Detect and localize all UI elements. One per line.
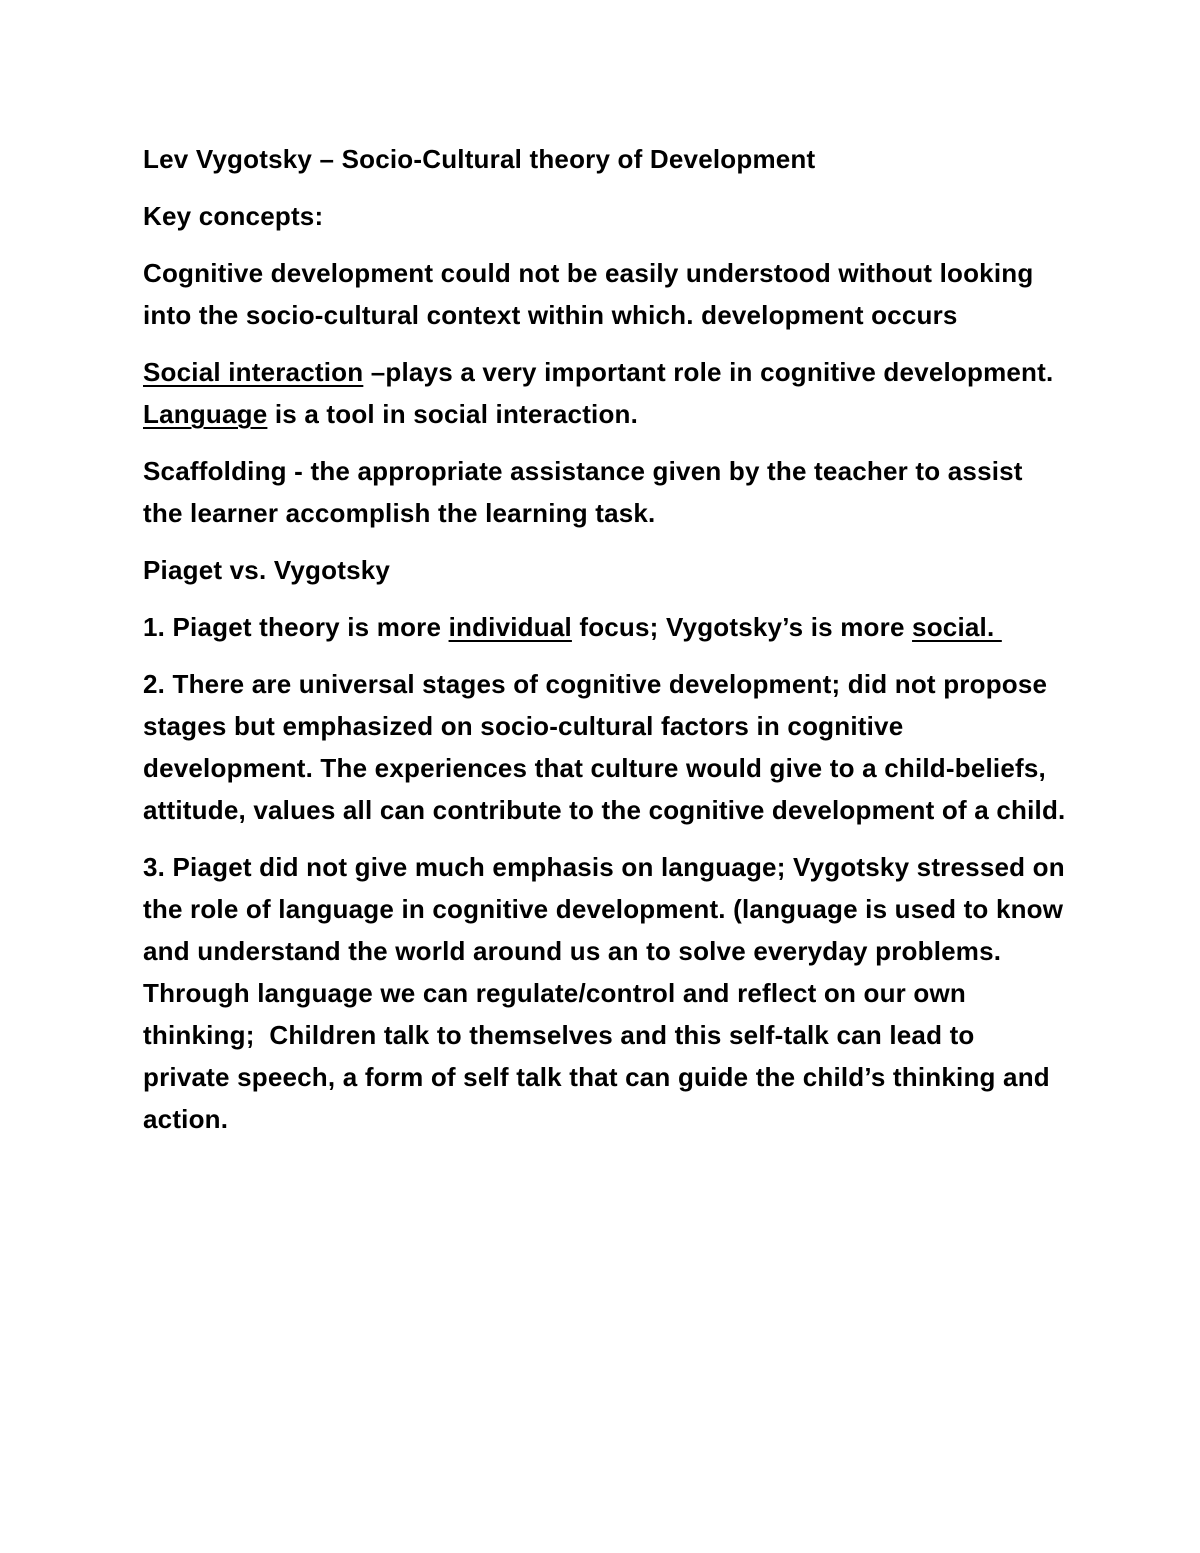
scaffolding-paragraph: Scaffolding - the appropriate assistance given by the teacher to assist the learner accomplish the learning task. bbox=[143, 456, 1023, 528]
document-title: Lev Vygotsky – Socio-Cultural theory of Development bbox=[143, 144, 816, 174]
social-interaction-paragraph bbox=[143, 351, 1068, 435]
point-3-paragraph: 3. Piaget did not give much emphasis on language; Vygotsky stressed on the role of language in cognitive development. (language is used to know and understand the world around us an to solve everyday problems. Through language we can regulate/control and reflect on our own thinking; Children talk to themselves and this self-talk can lead to private speech, a form of self talk that can guide the child’s thinking and action. bbox=[143, 852, 1073, 1134]
comparison-heading: Piaget vs. Vygotsky bbox=[143, 555, 391, 585]
individual-term: individual bbox=[448, 612, 572, 642]
social-interaction-text-2: is a tool in social interaction. bbox=[267, 399, 639, 429]
point-1-paragraph bbox=[143, 606, 1068, 648]
social-interaction-text-1: –plays a very important role in cognitive development. bbox=[363, 357, 1054, 387]
social-term: social. bbox=[912, 612, 1002, 642]
language-term: Language bbox=[143, 399, 268, 429]
point-1-middle: focus; Vygotsky’s is more bbox=[571, 612, 913, 642]
key-concepts-heading: Key concepts: bbox=[143, 201, 324, 231]
point-1-prefix: 1. Piaget theory is more bbox=[143, 612, 449, 642]
document-page bbox=[143, 138, 1073, 1155]
social-interaction-term: Social interaction bbox=[143, 357, 364, 387]
intro-paragraph: Cognitive development could not be easily understood without looking into the socio-cultural context within which. development occurs bbox=[143, 258, 1034, 330]
point-2-paragraph: 2. There are universal stages of cognitive development; did not propose stages but emphasized on socio-cultural factors in cognitive development. The experiences that culture would give to a child-beliefs, attitude, values all can contribute to the cognitive development of a child. bbox=[143, 669, 1066, 825]
